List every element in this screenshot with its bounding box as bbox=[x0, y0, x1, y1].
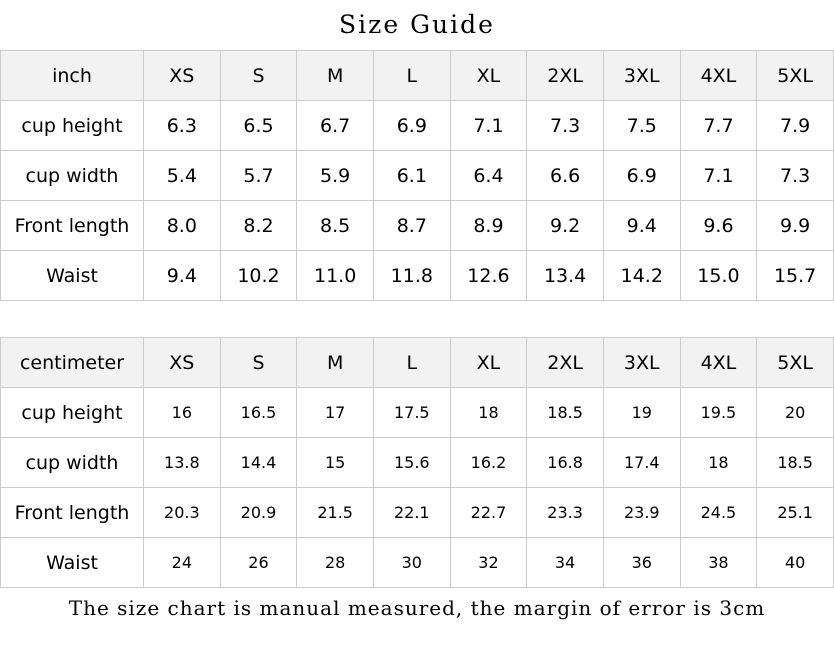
table-row bbox=[1, 438, 834, 488]
row-label: Front length bbox=[1, 201, 144, 251]
table-cell: 19.5 bbox=[680, 388, 757, 438]
column-header: XS bbox=[144, 338, 221, 388]
table-cell: 6.7 bbox=[297, 101, 374, 151]
table-cell: 16.8 bbox=[527, 438, 604, 488]
column-header: 3XL bbox=[603, 338, 680, 388]
page-title: Size Guide bbox=[339, 10, 495, 39]
column-header: S bbox=[220, 338, 297, 388]
table-header-row bbox=[1, 338, 834, 388]
unit-label-inch: inch bbox=[1, 51, 144, 101]
table-cell: 28 bbox=[297, 538, 374, 588]
table-cell: 18 bbox=[680, 438, 757, 488]
table-row bbox=[1, 101, 834, 151]
table-cell: 6.9 bbox=[373, 101, 450, 151]
table-cell: 9.2 bbox=[527, 201, 604, 251]
table-separator bbox=[0, 301, 834, 337]
table-cell: 13.8 bbox=[144, 438, 221, 488]
measurement-disclaimer: The size chart is manual measured, the margin of error is 3cm bbox=[68, 596, 766, 620]
table-cell: 12.6 bbox=[450, 251, 527, 301]
table-cell: 18.5 bbox=[527, 388, 604, 438]
table-cell: 7.9 bbox=[757, 101, 834, 151]
column-header: 4XL bbox=[680, 338, 757, 388]
column-header: S bbox=[220, 51, 297, 101]
table-cell: 7.3 bbox=[527, 101, 604, 151]
table-cell: 6.9 bbox=[603, 151, 680, 201]
table-cell: 24 bbox=[144, 538, 221, 588]
column-header: L bbox=[373, 338, 450, 388]
table-cell: 9.9 bbox=[757, 201, 834, 251]
table-cell: 10.2 bbox=[220, 251, 297, 301]
table-cell: 7.5 bbox=[603, 101, 680, 151]
table-cell: 8.5 bbox=[297, 201, 374, 251]
table-cell: 38 bbox=[680, 538, 757, 588]
row-label: Front length bbox=[1, 488, 144, 538]
table-cell: 5.4 bbox=[144, 151, 221, 201]
column-header: M bbox=[297, 51, 374, 101]
table-cell: 23.9 bbox=[603, 488, 680, 538]
table-cell: 7.1 bbox=[450, 101, 527, 151]
column-header: L bbox=[373, 51, 450, 101]
column-header: 2XL bbox=[527, 51, 604, 101]
table-cell: 34 bbox=[527, 538, 604, 588]
table-cell: 17.4 bbox=[603, 438, 680, 488]
column-header: 4XL bbox=[680, 51, 757, 101]
table-cell: 9.4 bbox=[144, 251, 221, 301]
table-cell: 40 bbox=[757, 538, 834, 588]
row-label: cup height bbox=[1, 388, 144, 438]
column-header: M bbox=[297, 338, 374, 388]
table-cell: 6.4 bbox=[450, 151, 527, 201]
table-cell: 36 bbox=[603, 538, 680, 588]
table-cell: 9.4 bbox=[603, 201, 680, 251]
table-cell: 17 bbox=[297, 388, 374, 438]
table-row bbox=[1, 251, 834, 301]
table-cell: 26 bbox=[220, 538, 297, 588]
table-cell: 6.5 bbox=[220, 101, 297, 151]
table-cell: 11.8 bbox=[373, 251, 450, 301]
table-cell: 22.1 bbox=[373, 488, 450, 538]
table-row bbox=[1, 388, 834, 438]
table-cell: 20.3 bbox=[144, 488, 221, 538]
size-table-centimeter bbox=[0, 337, 834, 588]
table-cell: 8.2 bbox=[220, 201, 297, 251]
table-cell: 9.6 bbox=[680, 201, 757, 251]
table-cell: 7.7 bbox=[680, 101, 757, 151]
table-cell: 19 bbox=[603, 388, 680, 438]
table-cell: 7.3 bbox=[757, 151, 834, 201]
table-cell: 17.5 bbox=[373, 388, 450, 438]
row-label: Waist bbox=[1, 251, 144, 301]
table-cell: 16.2 bbox=[450, 438, 527, 488]
table-header-row bbox=[1, 51, 834, 101]
table-cell: 15.0 bbox=[680, 251, 757, 301]
column-header: 2XL bbox=[527, 338, 604, 388]
table-cell: 6.3 bbox=[144, 101, 221, 151]
column-header: XS bbox=[144, 51, 221, 101]
table-row bbox=[1, 151, 834, 201]
table-row bbox=[1, 538, 834, 588]
row-label: Waist bbox=[1, 538, 144, 588]
table-cell: 8.9 bbox=[450, 201, 527, 251]
table-cell: 14.4 bbox=[220, 438, 297, 488]
table-cell: 20.9 bbox=[220, 488, 297, 538]
column-header: 5XL bbox=[757, 338, 834, 388]
row-label: cup height bbox=[1, 101, 144, 151]
table-cell: 11.0 bbox=[297, 251, 374, 301]
table-cell: 24.5 bbox=[680, 488, 757, 538]
table-row bbox=[1, 201, 834, 251]
table-cell: 8.7 bbox=[373, 201, 450, 251]
table-cell: 7.1 bbox=[680, 151, 757, 201]
table-cell: 15 bbox=[297, 438, 374, 488]
table-cell: 25.1 bbox=[757, 488, 834, 538]
table-cell: 15.7 bbox=[757, 251, 834, 301]
table-cell: 6.6 bbox=[527, 151, 604, 201]
table-cell: 16 bbox=[144, 388, 221, 438]
table-cell: 16.5 bbox=[220, 388, 297, 438]
column-header: 5XL bbox=[757, 51, 834, 101]
table-cell: 20 bbox=[757, 388, 834, 438]
table-cell: 5.9 bbox=[297, 151, 374, 201]
table-cell: 13.4 bbox=[527, 251, 604, 301]
table-cell: 5.7 bbox=[220, 151, 297, 201]
table-cell: 23.3 bbox=[527, 488, 604, 538]
column-header: XL bbox=[450, 338, 527, 388]
table-cell: 21.5 bbox=[297, 488, 374, 538]
column-header: XL bbox=[450, 51, 527, 101]
row-label: cup width bbox=[1, 151, 144, 201]
table-cell: 8.0 bbox=[144, 201, 221, 251]
table-cell: 18.5 bbox=[757, 438, 834, 488]
table-cell: 18 bbox=[450, 388, 527, 438]
table-cell: 30 bbox=[373, 538, 450, 588]
row-label: cup width bbox=[1, 438, 144, 488]
table-cell: 6.1 bbox=[373, 151, 450, 201]
table-cell: 32 bbox=[450, 538, 527, 588]
size-table-inch bbox=[0, 50, 834, 301]
column-header: 3XL bbox=[603, 51, 680, 101]
table-row bbox=[1, 488, 834, 538]
table-cell: 15.6 bbox=[373, 438, 450, 488]
table-cell: 22.7 bbox=[450, 488, 527, 538]
table-cell: 14.2 bbox=[603, 251, 680, 301]
unit-label-centimeter: centimeter bbox=[1, 338, 144, 388]
